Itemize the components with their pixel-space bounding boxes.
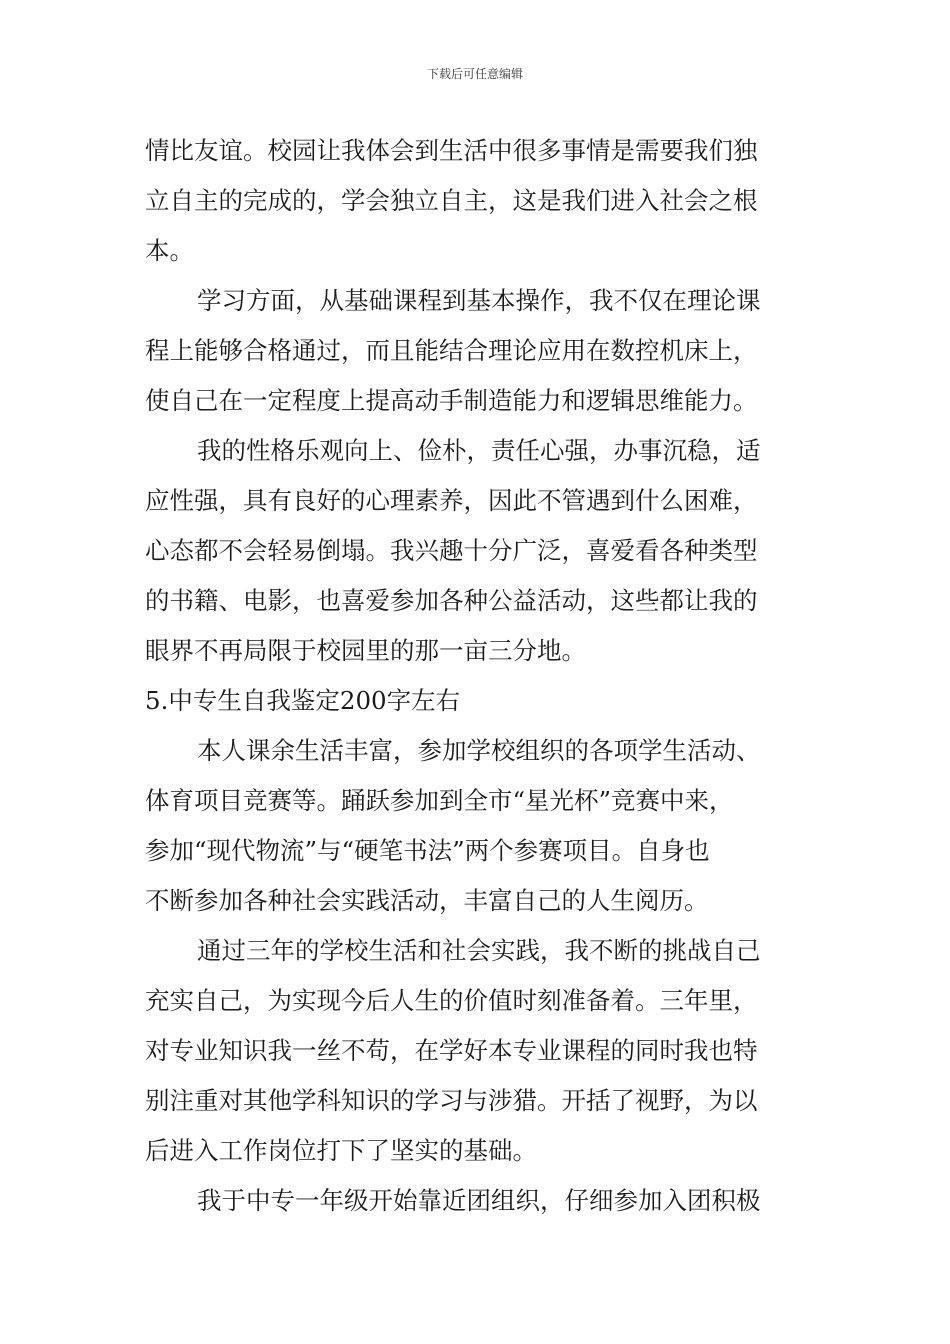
text-line: 5.中专生自我鉴定200字左右 [145, 686, 461, 715]
text-line: 立自主的完成的，学会独立自主，这是我们进入社会之根 [145, 186, 758, 215]
text-line: 对专业知识我一丝不苟，在学好本专业课程的同时我也特 [145, 1036, 758, 1065]
text-line: 不断参加各种社会实践活动，丰富自己的人生阅历。 [145, 886, 709, 915]
text-line: 应性强，具有良好的心理素养，因此不管遇到什么困难， [145, 486, 758, 515]
text-line: 本。 [145, 236, 194, 265]
text-line: 后进入工作岗位打下了坚实的基础。 [145, 1136, 537, 1165]
document-body [145, 126, 810, 1226]
text-line: 的书籍、电影，也喜爱参加各种公益活动，这些都让我的 [145, 586, 758, 615]
text-line: 学习方面，从基础课程到基本操作，我不仅在理论课 [197, 286, 761, 315]
text-line: 情比友谊。校园让我体会到生活中很多事情是需要我们独 [145, 136, 758, 165]
text-line: 心态都不会轻易倒塌。我兴趣十分广泛，喜爱看各种类型 [145, 536, 758, 565]
text-line: 充实自己，为实现今后人生的价值时刻准备着。三年里， [145, 986, 758, 1015]
text-line: 别注重对其他学科知识的学习与涉猎。开括了视野，为以 [145, 1086, 758, 1115]
text-line: 使自己在一定程度上提高动手制造能力和逻辑思维能力。 [145, 386, 758, 415]
text-line: 程上能够合格通过，而且能结合理论应用在数控机床上， [145, 336, 758, 365]
text-line: 体育项目竞赛等。踊跃参加到全市“星光杯”竞赛中来， [145, 786, 734, 815]
text-line: 我的性格乐观向上、俭朴，责任心强，办事沉稳，适 [197, 436, 761, 465]
text-line: 眼界不再局限于校园里的那一亩三分地。 [145, 636, 586, 665]
text-line: 通过三年的学校生活和社会实践，我不断的挑战自己 [197, 936, 761, 965]
text-line: 参加“现代物流”与“硬笔书法”两个参赛项目。自身也 [145, 836, 710, 865]
page-header: 下载后可任意编辑 [426, 67, 523, 81]
text-line: 我于中专一年级开始靠近团组织，仔细参加入团积极 [197, 1186, 761, 1215]
text-line: 本人课余生活丰富，参加学校组织的各项学生活动、 [197, 736, 761, 765]
